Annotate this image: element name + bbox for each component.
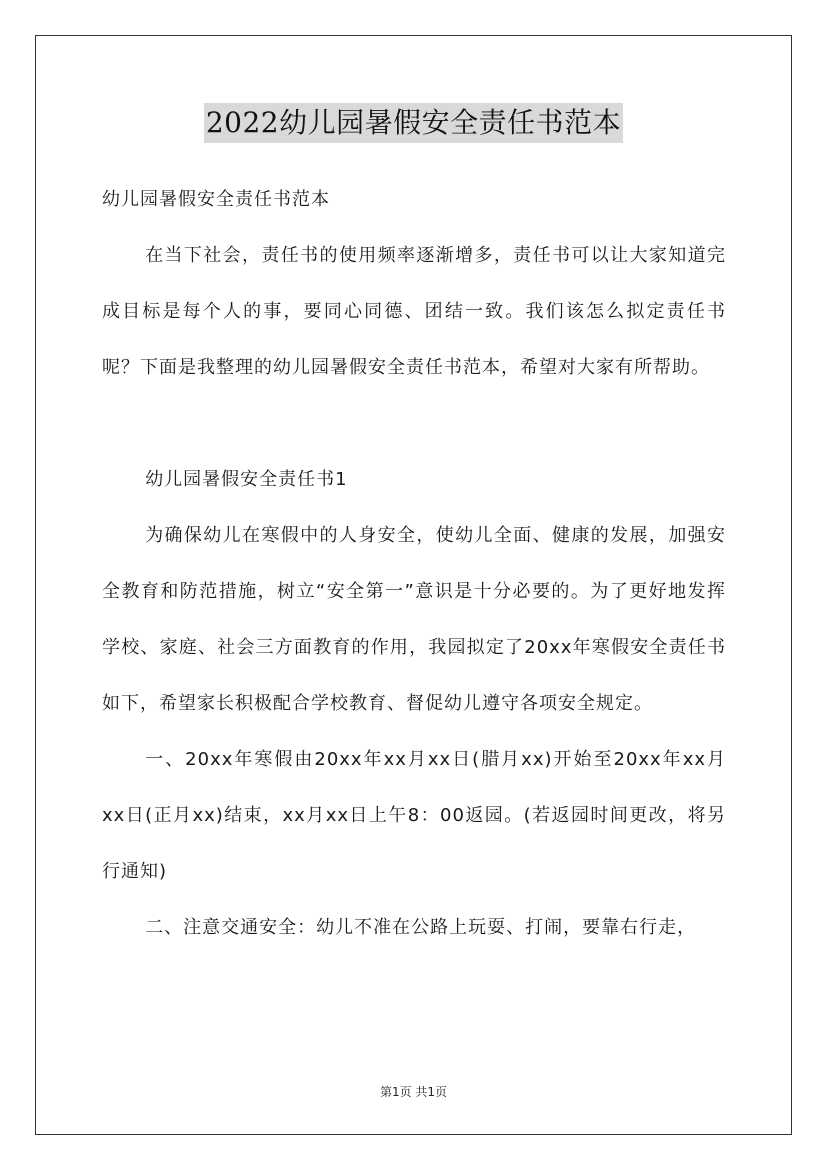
intro-paragraph: 在当下社会，责任书的使用频率逐渐增多，责任书可以让大家知道完成目标是每个人的事，要同心同德、团结一致。我们该怎么拟定责任书呢？下面是我整理的幼儿园暑假安全责任书范本，希望对大家有所帮助。	[102, 245, 726, 378]
rule-item-1: 一、20xx年寒假由20xx年xx月xx日(腊月xx)开始至20xx年xx月xx日(正月xx)结束，xx月xx日上午8：00返园。(若返园时间更改，将另行通知)	[102, 749, 726, 882]
document-body	[102, 172, 726, 956]
rule-item-2: 二、注意交通安全：幼儿不准在公路上玩耍、打闹，要靠右行走，	[145, 917, 697, 938]
document-title-wrapper	[0, 103, 827, 147]
document-title: 2022幼儿园暑假安全责任书范本	[204, 103, 623, 143]
document-subtitle: 幼儿园暑假安全责任书范本	[102, 189, 330, 210]
page-number: 第1页 共1页	[379, 1085, 448, 1099]
paragraph-spacer	[102, 396, 726, 452]
purpose-paragraph: 为确保幼儿在寒假中的人身安全，使幼儿全面、健康的发展，加强安全教育和防范措施，树立“安全第一”意识是十分必要的。为了更好地发挥学校、家庭、社会三方面教育的作用，我园拟定了20xx年寒假安全责任书如下，希望家长积极配合学校教育、督促幼儿遵守各项安全规定。	[102, 525, 726, 714]
section-heading: 幼儿园暑假安全责任书1	[145, 469, 348, 490]
